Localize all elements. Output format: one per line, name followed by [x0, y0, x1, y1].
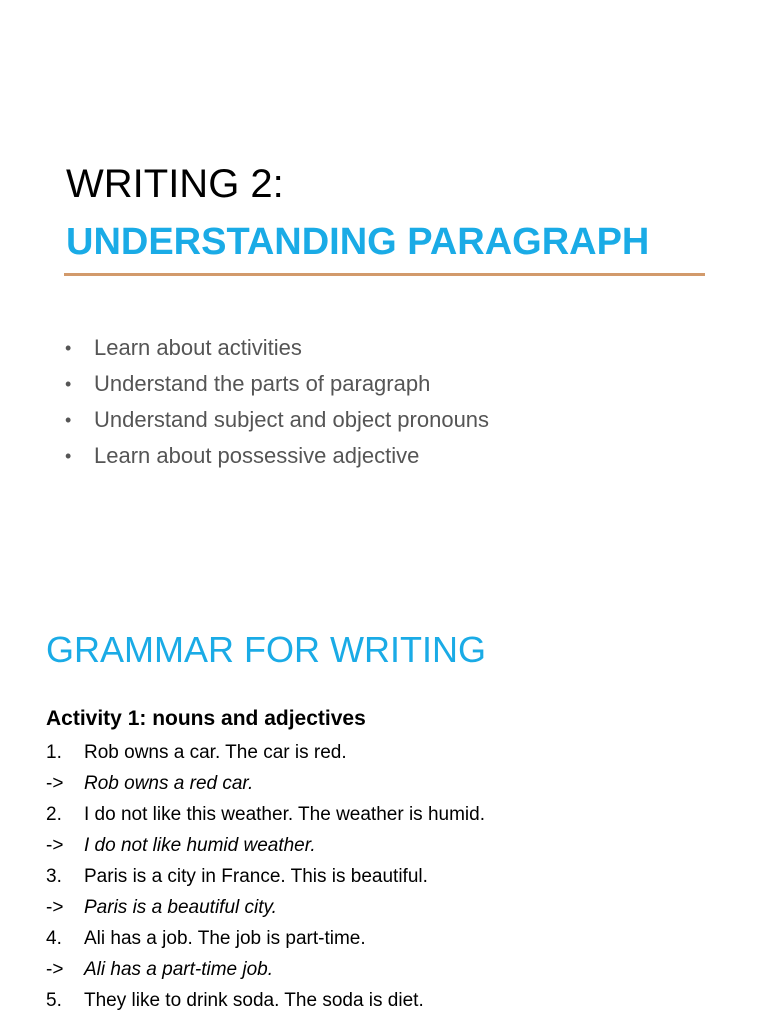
- slide-title: WRITING 2:: [66, 162, 284, 206]
- exercise-text: Paris is a city in France. This is beautiful.: [84, 866, 428, 887]
- answer-item: [46, 954, 485, 985]
- item-number: 4.: [46, 928, 62, 949]
- bullet-icon: •: [65, 338, 72, 358]
- slide-grammar-for-writing: [0, 590, 768, 1024]
- slide-subtitle: UNDERSTANDING PARAGRAPH: [66, 221, 650, 263]
- answer-text: Paris is a beautiful city.: [84, 897, 277, 918]
- objective-item: [64, 366, 489, 402]
- objective-text: Learn about possessive adjective: [94, 443, 420, 468]
- activity-heading: Activity 1: nouns and adjectives: [46, 707, 366, 730]
- item-number: 3.: [46, 866, 62, 887]
- exercise-item: [46, 737, 485, 768]
- exercise-item: [46, 985, 485, 1016]
- objectives-list: [64, 330, 489, 474]
- section-title: GRAMMAR FOR WRITING: [46, 629, 486, 670]
- exercise-text: They like to drink soda. The soda is diet.: [84, 990, 424, 1011]
- arrow-marker: ->: [46, 773, 64, 794]
- answer-text: I do not like humid weather.: [84, 835, 316, 856]
- objective-item: [64, 438, 489, 474]
- exercise-item: [46, 923, 485, 954]
- exercise-item: [46, 861, 485, 892]
- activity-list: [46, 737, 485, 1016]
- objective-text: Understand the parts of paragraph: [94, 371, 431, 396]
- item-number: 5.: [46, 990, 62, 1011]
- exercise-text: Rob owns a car. The car is red.: [84, 742, 347, 763]
- arrow-marker: ->: [46, 835, 64, 856]
- arrow-marker: ->: [46, 959, 64, 980]
- objective-text: Understand subject and object pronouns: [94, 407, 490, 432]
- objective-item: [64, 330, 489, 366]
- bullet-icon: •: [65, 446, 72, 466]
- answer-item: [46, 892, 485, 923]
- exercise-item: [46, 799, 485, 830]
- title-divider: [64, 273, 705, 276]
- exercise-text: Ali has a job. The job is part-time.: [84, 928, 366, 949]
- answer-text: Ali has a part-time job.: [84, 959, 274, 980]
- item-number: 1.: [46, 742, 62, 763]
- answer-item: [46, 768, 485, 799]
- answer-text: Rob owns a red car.: [84, 773, 254, 794]
- objective-text: Learn about activities: [94, 335, 302, 360]
- exercise-text: I do not like this weather. The weather is humid.: [84, 804, 485, 825]
- bullet-icon: •: [65, 374, 72, 394]
- bullet-icon: •: [65, 410, 72, 430]
- arrow-marker: ->: [46, 897, 64, 918]
- objective-item: [64, 402, 489, 438]
- answer-item: [46, 830, 485, 861]
- item-number: 2.: [46, 804, 62, 825]
